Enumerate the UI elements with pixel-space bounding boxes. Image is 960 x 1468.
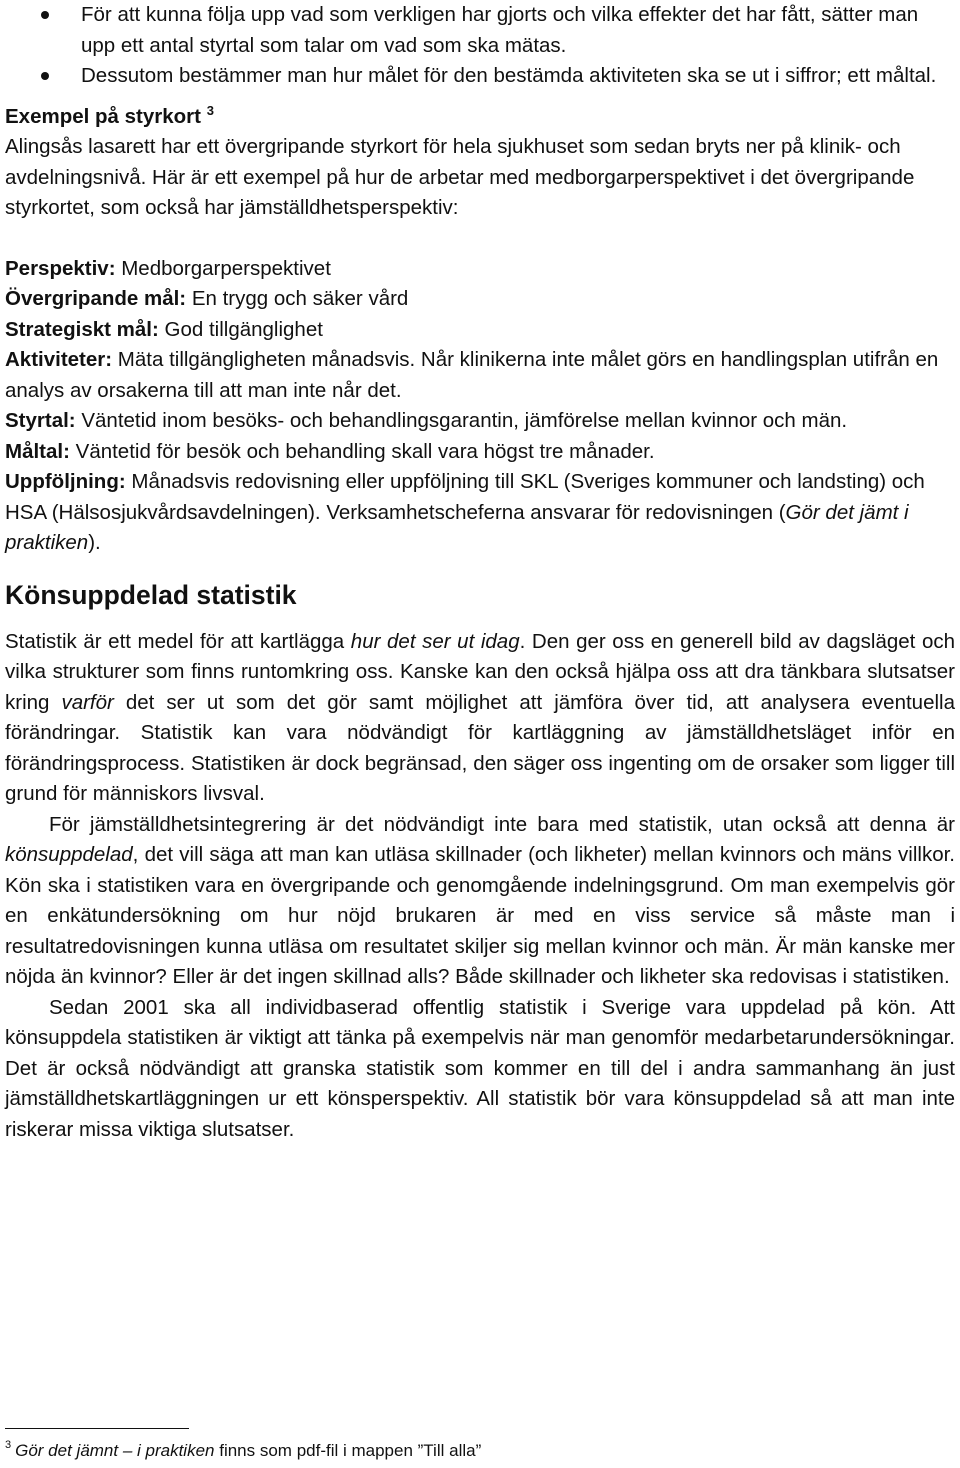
bullet-list <box>5 0 955 92</box>
footnote-text: finns som pdf-fil i mappen ”Till alla” <box>214 1441 482 1460</box>
example-title <box>5 102 955 133</box>
footnote-number: 3 <box>5 1439 12 1451</box>
text-run: För jämställdhetsintegrering är det nödvändigt inte bara med statistik, utan också att denna är <box>49 812 955 836</box>
italic-run: könsuppdelad <box>5 843 133 866</box>
spacer <box>5 224 955 254</box>
italic-run: varför <box>61 690 114 714</box>
card-row-target-metric <box>5 437 955 468</box>
card-value: Väntetid inom besöks- och behandlingsgarantin, jämförelse mellan kvinnor och män. <box>81 409 848 432</box>
card-value: Medborgarperspektivet <box>121 256 331 280</box>
footnote-divider <box>5 1428 189 1429</box>
italic-run: hur det ser ut idag <box>350 629 520 653</box>
paragraph: Sedan 2001 ska all individbaserad offentlig statistik i Sverige vara uppdelad på kön. Att könsuppdela statistiken är viktigt att tänka på exempelvis när man genomför medarbetarundersökningar. Det är också nödvändigt att granska statistik som kommer en till del i andra sammanhang än just jämställdhetskartläggningen ur ett könsperspektiv. All statistik bör vara könsuppdelad så att man inte riskerar missa viktiga slutsatser. <box>5 995 955 1141</box>
paragraph <box>5 810 955 993</box>
example-title-text: Exempel på styrkort <box>5 104 201 128</box>
card-row-follow-up <box>5 467 955 559</box>
example-text: Alingsås lasarett har ett övergripande styrkort för hela sjukhuset som sedan bryts ner på klinik- och avdelningsnivå. Här är ett exempel på hur de arbetar med medborgarperspektivet i det övergripande styrkortet, som också har jämställdhetsperspektiv: <box>5 135 915 219</box>
text-run: det ser ut som det gör samt möjlighet att jämföra över tid, att analysera eventuella förändringar. Statistik kan vara nödvändigt för kartläggning av jämställdhetsläget inför en förändringsprocess. Statistiken är dock begränsad, den säger oss ingenting om de orsaker som ligger till grund för människors livsval. <box>5 690 955 805</box>
card-row-activities <box>5 345 955 406</box>
document-page <box>5 0 955 1145</box>
text-run: , det vill säga att man kan utläsa skillnader (och likheter) mellan kvinnors och mäns villkor. Kön ska i statistiken vara en övergripande och genomgående indelningsgrund. Om man exempelvis gör en enkätundersökning om hur nöjd brukaren är med en viss service så måste man i resultatredovisningen kunna utläsa om resultatet skiljer sig mellan kvinnor och män. Är män kanske mer nöjda än kvinnor? Eller är det ingen skillnad alls? Både skillnader och likheter ska redovisas i statistiken. <box>5 843 955 988</box>
paragraph <box>5 627 955 810</box>
card-row-strategic-goal <box>5 315 955 346</box>
card-value: En trygg och säker vård <box>191 287 409 310</box>
card-value: Väntetid för besök och behandling skall vara högst tre månader. <box>75 439 655 463</box>
bullet-item: För att kunna följa upp vad som verkligen har gjorts och vilka effekter det har fått, sätter man upp ett antal styrtal som talar om vad som ska mätas. <box>5 0 955 61</box>
section-heading: Könsuppdelad statistik <box>5 579 297 610</box>
card-row-control-metric <box>5 406 955 437</box>
balanced-scorecard <box>5 254 955 559</box>
footnote-italic: Gör det jämnt – i praktiken <box>15 1441 215 1460</box>
footnote <box>5 1440 481 1462</box>
bullet-item: Dessutom bestämmer man hur målet för den bestämda aktiviteten ska se ut i siffror; ett måltal. <box>5 61 955 92</box>
card-row-perspective <box>5 254 955 285</box>
card-label: Styrtal: <box>5 409 76 432</box>
card-label: Perspektiv: <box>5 256 116 280</box>
card-label: Aktiviteter: <box>5 348 113 371</box>
card-label: Övergripande mål: <box>5 287 187 310</box>
card-label: Måltal: <box>5 439 70 463</box>
card-label: Uppföljning: <box>5 470 126 493</box>
card-value-italic: Gör det jämt i praktiken <box>5 500 909 554</box>
card-value: Månadsvis redovisning eller uppföljning till SKL (Sveriges kommuner och landsting) och HSA (Hälsosjukvårdsavdelningen). Verksamhetscheferna ansvarar för redovisningen ( <box>5 470 925 524</box>
card-value: Mäta tillgängligheten månadsvis. Når klinikerna inte målet görs en handlingsplan utifrån en analys av orsakerna till att man inte når det. <box>5 348 939 402</box>
card-value: God tillgänglighet <box>164 317 323 341</box>
text-run: Statistik är ett medel för att kartlägga <box>5 629 351 653</box>
card-row-overall-goal <box>5 284 955 315</box>
card-label: Strategiskt mål: <box>5 317 159 341</box>
text-run: . Den ger oss en generell bild av dagsläget och vilka strukturer som finns runtomkring oss. Kanske kan den också hjälpa oss att dra tänkbara slutsatser kring <box>5 629 955 714</box>
footnote-ref: 3 <box>206 102 214 118</box>
card-value-end: ). <box>88 531 101 554</box>
